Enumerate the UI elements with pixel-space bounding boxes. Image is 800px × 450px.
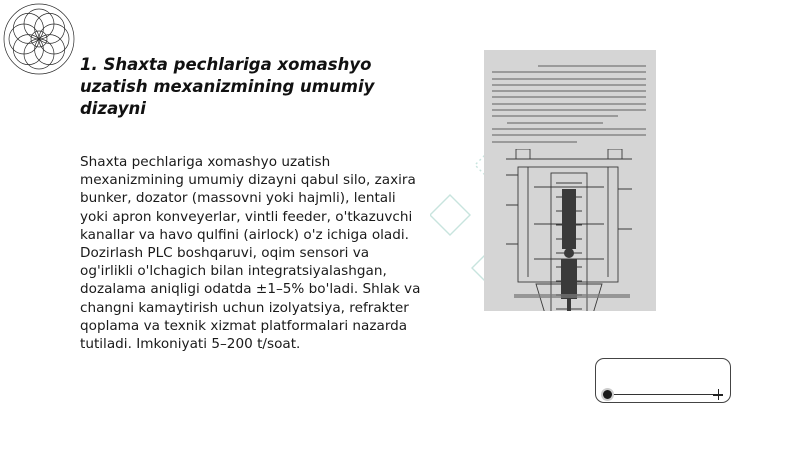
- decorative-rosette-icon: [2, 2, 76, 76]
- timeline-widget[interactable]: [595, 358, 731, 403]
- timeline-start-dot-icon[interactable]: [603, 390, 612, 399]
- plus-icon-vertical-stroke: [718, 389, 720, 400]
- slide-title: 1. Shaxta pechlariga xomashyo uzatish mexanizmining umumiy dizayni: [80, 55, 375, 118]
- slide-body-text: Shaxta pechlariga xomashyo uzatish mexanizmining umumiy dizayni qabul silo, zaxira bunker, dozator (massovni yoki hajmli), lentali yoki apron konveyerlar, vintli feeder, o'tkazuvchi kanallar va havo qulfini (airlock) o'z ichiga oladi. Dozirlash PLC boshqaruvi, oqim sensori va og'irlikli o'lchagich bilan integratsiyalashgan, dozalama aniqligi odatda ±1–5% bo'ladi. Shlak va changni kamaytirish uchun izolyatsiya, refrakter qoplama va texnik xizmat platformalari nazarda tutiladi. Imkoniyati 5–200 t/soat.: [80, 154, 421, 353]
- furnace-schematic-drawing: [506, 149, 632, 311]
- timeline-track[interactable]: [605, 394, 722, 395]
- scanned-figure-caption: [514, 294, 630, 298]
- scanned-document-image: [484, 50, 656, 311]
